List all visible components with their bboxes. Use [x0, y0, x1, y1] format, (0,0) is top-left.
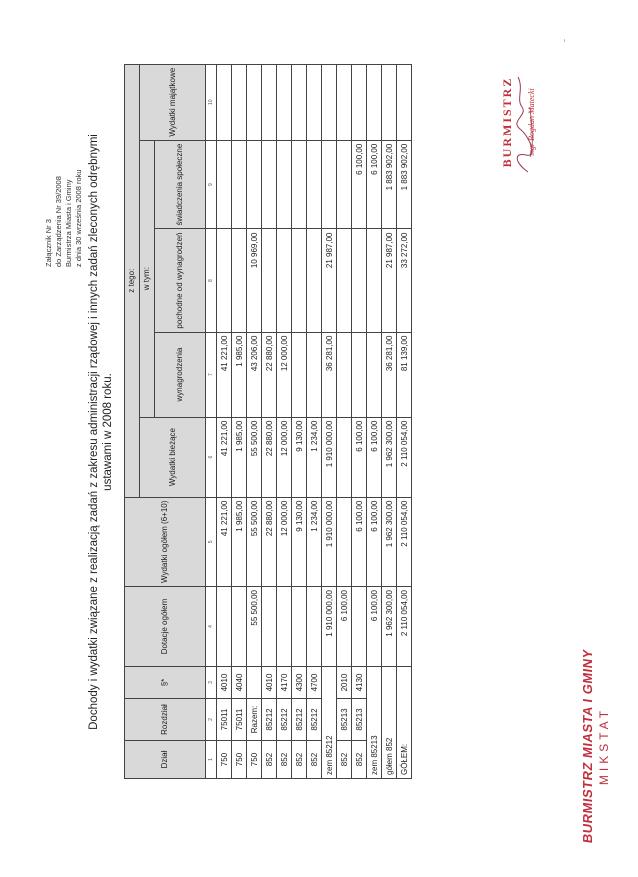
cell-ogolem: 1 985,00 — [232, 497, 247, 586]
cell-biezace — [337, 417, 352, 497]
cell-swiad — [232, 140, 247, 229]
cell-dotacje: 55 500,00 — [247, 587, 262, 667]
col-index: 5 — [206, 497, 217, 586]
col-index: 8 — [206, 229, 217, 332]
cell-dotacje: 1 962 300,00 — [382, 587, 397, 667]
cell-swiad — [337, 140, 352, 229]
cell-ogolem: 55 500,00 — [247, 497, 262, 586]
total-label: gółem 852 — [382, 667, 397, 779]
budget-table — [124, 64, 412, 779]
cell-rozdzial: 85212 — [277, 699, 292, 741]
cell-wyn: 1 985,00 — [232, 332, 247, 417]
title-line-2: ustawami w 2008 roku. — [102, 373, 114, 491]
total-row — [382, 64, 397, 778]
cell-wyn — [337, 332, 352, 417]
cell-rozdzial: Razem: — [247, 699, 262, 741]
cell-poch — [307, 229, 322, 332]
cell-poch — [352, 229, 367, 332]
cell-swiad: 1 883 902,00 — [397, 140, 412, 229]
cell-swiad: 6 100,00 — [352, 140, 367, 229]
header-swiadczenia: świadczenia społeczne — [155, 140, 206, 229]
cell-poch: 33 272,00 — [397, 229, 412, 332]
cell-swiad — [247, 140, 262, 229]
cell-maj — [352, 64, 367, 140]
cell-paragraf: 4300 — [292, 667, 307, 699]
cell-maj — [292, 64, 307, 140]
header-dotacje: Dotacje ogółem — [125, 587, 206, 667]
col-index: 9 — [206, 140, 217, 229]
cell-poch — [217, 229, 232, 332]
cell-dotacje: 2 110 054,00 — [397, 587, 412, 667]
cell-poch — [367, 229, 382, 332]
cell-wyn — [292, 332, 307, 417]
cell-maj — [262, 64, 277, 140]
cell-dzial: 852 — [277, 741, 292, 779]
cell-dotacje: 6 100,00 — [367, 587, 382, 667]
cell-rozdzial: 85213 — [337, 699, 352, 741]
cell-wyn: 43 206,00 — [247, 332, 262, 417]
header-dzial: Dział — [125, 741, 206, 779]
table-row — [307, 64, 322, 778]
cell-dotacje — [277, 587, 292, 667]
cell-maj — [397, 64, 412, 140]
header-w-tym: w tym: — [140, 140, 155, 417]
col-index: 6 — [206, 417, 217, 497]
cell-dotacje — [352, 587, 367, 667]
handwritten-signature — [510, 67, 536, 177]
cell-dzial: 750 — [232, 741, 247, 779]
cell-wyn: 81 139,00 — [397, 332, 412, 417]
cell-wyn — [307, 332, 322, 417]
cell-dotacje — [307, 587, 322, 667]
annex-note-line: do Zarządzenia Nr 39/2008 — [54, 176, 63, 267]
cell-maj — [232, 64, 247, 140]
table-row — [352, 64, 367, 778]
cell-rozdzial: 75011 — [232, 699, 247, 741]
cell-ogolem: 6 100,00 — [352, 497, 367, 586]
cell-dotacje — [262, 587, 277, 667]
stamp-line-2: MIKSTAT — [597, 706, 611, 786]
cell-biezace: 12 000,00 — [277, 417, 292, 497]
cell-paragraf: 4700 — [307, 667, 322, 699]
annex-note — [44, 169, 84, 267]
cell-wyn: 36 281,00 — [382, 332, 397, 417]
cell-maj — [247, 64, 262, 140]
col-index: 3 — [206, 667, 217, 699]
cell-poch — [337, 229, 352, 332]
total-row — [322, 64, 337, 778]
cell-dotacje: 6 100,00 — [337, 587, 352, 667]
cell-swiad — [217, 140, 232, 229]
cell-wyn — [352, 332, 367, 417]
cell-wyn — [367, 332, 382, 417]
cell-ogolem: 22 880,00 — [262, 497, 277, 586]
cell-ogolem — [337, 497, 352, 586]
cell-dzial: 852 — [352, 741, 367, 779]
cell-maj — [322, 64, 337, 140]
cell-maj — [277, 64, 292, 140]
annex-note-line: Burmistrza Miasta i Gminy — [64, 179, 73, 267]
total-label: zem 85212 — [322, 667, 337, 779]
cell-wyn: 12 000,00 — [277, 332, 292, 417]
cell-ogolem: 6 100,00 — [367, 497, 382, 586]
column-index-row — [206, 64, 217, 778]
cell-poch — [232, 229, 247, 332]
cell-rozdzial: 85212 — [307, 699, 322, 741]
table-row — [262, 64, 277, 778]
cell-biezace: 22 880,00 — [262, 417, 277, 497]
cell-dotacje — [292, 587, 307, 667]
header-rozdzial: Rozdział — [125, 699, 206, 741]
cell-paragraf — [247, 667, 262, 699]
cell-biezace: 9 130,00 — [292, 417, 307, 497]
cell-poch: 21 987,00 — [322, 229, 337, 332]
cell-maj — [217, 64, 232, 140]
cell-swiad: 1 883 902,00 — [382, 140, 397, 229]
cell-paragraf: 4040 — [232, 667, 247, 699]
cell-biezace: 41 221,00 — [217, 417, 232, 497]
total-row — [397, 64, 412, 778]
municipality-stamp — [580, 649, 611, 843]
cell-dzial: 852 — [292, 741, 307, 779]
scan-mark: ‾ — [564, 39, 573, 42]
cell-rozdzial: 85212 — [262, 699, 277, 741]
cell-paragraf: 4010 — [217, 667, 232, 699]
cell-dzial: 750 — [247, 741, 262, 779]
col-index: 10 — [206, 64, 217, 140]
cell-biezace: 55 500,00 — [247, 417, 262, 497]
header-wydatki-majatkowe: Wydatki majątkowe — [140, 64, 206, 140]
cell-maj — [337, 64, 352, 140]
cell-rozdzial: 85212 — [292, 699, 307, 741]
cell-poch: 10 969,00 — [247, 229, 262, 332]
mayor-stamp-name: mgr Bogdan Matecki — [527, 88, 536, 156]
title-line-1: Dochody i wydatki związane z realizacją zadań z zakresu administracji rządowej i innych zadań zleconych odrębnymi — [88, 134, 100, 730]
cell-biezace: 1 910 000,00 — [322, 417, 337, 497]
col-index: 4 — [206, 587, 217, 667]
annex-note-line: Załącznik Nr 3 — [44, 219, 53, 267]
mayor-stamp-title: BURMISTRZ — [500, 76, 514, 168]
cell-poch — [262, 229, 277, 332]
cell-dzial: 852 — [262, 741, 277, 779]
cell-wyn: 41 221,00 — [217, 332, 232, 417]
cell-maj — [367, 64, 382, 140]
table-row — [217, 64, 232, 778]
table-row — [337, 64, 352, 778]
cell-swiad — [307, 140, 322, 229]
table-row — [232, 64, 247, 778]
header-paragraf: §* — [125, 667, 206, 699]
cell-poch — [292, 229, 307, 332]
cell-biezace: 6 100,00 — [367, 417, 382, 497]
cell-biezace: 6 100,00 — [352, 417, 367, 497]
cell-ogolem: 1 910 000,00 — [322, 497, 337, 586]
total-label: zem 85213 — [367, 667, 382, 779]
header-wydatki-biezace: Wydatki bieżące — [140, 417, 206, 497]
header-wynagrodzenia: wynagrodzenia — [155, 332, 206, 417]
header-pochodne: pochodne od wynagrodzeń — [155, 229, 206, 332]
cell-ogolem: 1 962 300,00 — [382, 497, 397, 586]
col-index: 1 — [206, 741, 217, 779]
cell-dzial: 750 — [217, 741, 232, 779]
cell-paragraf: 4170 — [277, 667, 292, 699]
cell-swiad — [262, 140, 277, 229]
document-title — [87, 82, 115, 782]
header-z-tego: z tego: — [125, 64, 140, 497]
table-row — [292, 64, 307, 778]
cell-paragraf: 4130 — [352, 667, 367, 699]
cell-poch: 21 987,00 — [382, 229, 397, 332]
cell-biezace: 2 110 054,00 — [397, 417, 412, 497]
cell-dzial: 852 — [307, 741, 322, 779]
cell-dotacje — [217, 587, 232, 667]
cell-maj — [307, 64, 322, 140]
cell-ogolem: 41 221,00 — [217, 497, 232, 586]
cell-ogolem: 12 000,00 — [277, 497, 292, 586]
cell-maj — [382, 64, 397, 140]
cell-ogolem: 9 130,00 — [292, 497, 307, 586]
cell-dotacje — [232, 587, 247, 667]
cell-rozdzial: 75011 — [217, 699, 232, 741]
table-row — [277, 64, 292, 778]
cell-swiad — [277, 140, 292, 229]
cell-wyn: 36 281,00 — [322, 332, 337, 417]
cell-biezace: 1 234,00 — [307, 417, 322, 497]
cell-paragraf: 4010 — [262, 667, 277, 699]
cell-biezace: 1 962 300,00 — [382, 417, 397, 497]
cell-biezace: 1 985,00 — [232, 417, 247, 497]
cell-paragraf: 2010 — [337, 667, 352, 699]
total-label: GÓŁEM: — [397, 667, 412, 779]
total-row — [367, 64, 382, 778]
cell-ogolem: 1 234,00 — [307, 497, 322, 586]
cell-swiad — [322, 140, 337, 229]
cell-poch — [277, 229, 292, 332]
col-index: 2 — [206, 699, 217, 741]
cell-swiad — [292, 140, 307, 229]
cell-dotacje: 1 910 000,00 — [322, 587, 337, 667]
cell-wyn: 22 880,00 — [262, 332, 277, 417]
header-wydatki-ogolem: Wydatki ogółem (6+10) — [125, 497, 206, 586]
cell-swiad: 6 100,00 — [367, 140, 382, 229]
cell-rozdzial: 85213 — [352, 699, 367, 741]
stamp-line-1: BURMISTRZ MIASTA I GMINY — [580, 647, 595, 845]
cell-dzial: 852 — [337, 741, 352, 779]
table-row — [247, 64, 262, 778]
annex-note-line: z dnia 30 września 2008 roku — [74, 169, 83, 267]
col-index: 7 — [206, 332, 217, 417]
cell-ogolem: 2 110 054,00 — [397, 497, 412, 586]
